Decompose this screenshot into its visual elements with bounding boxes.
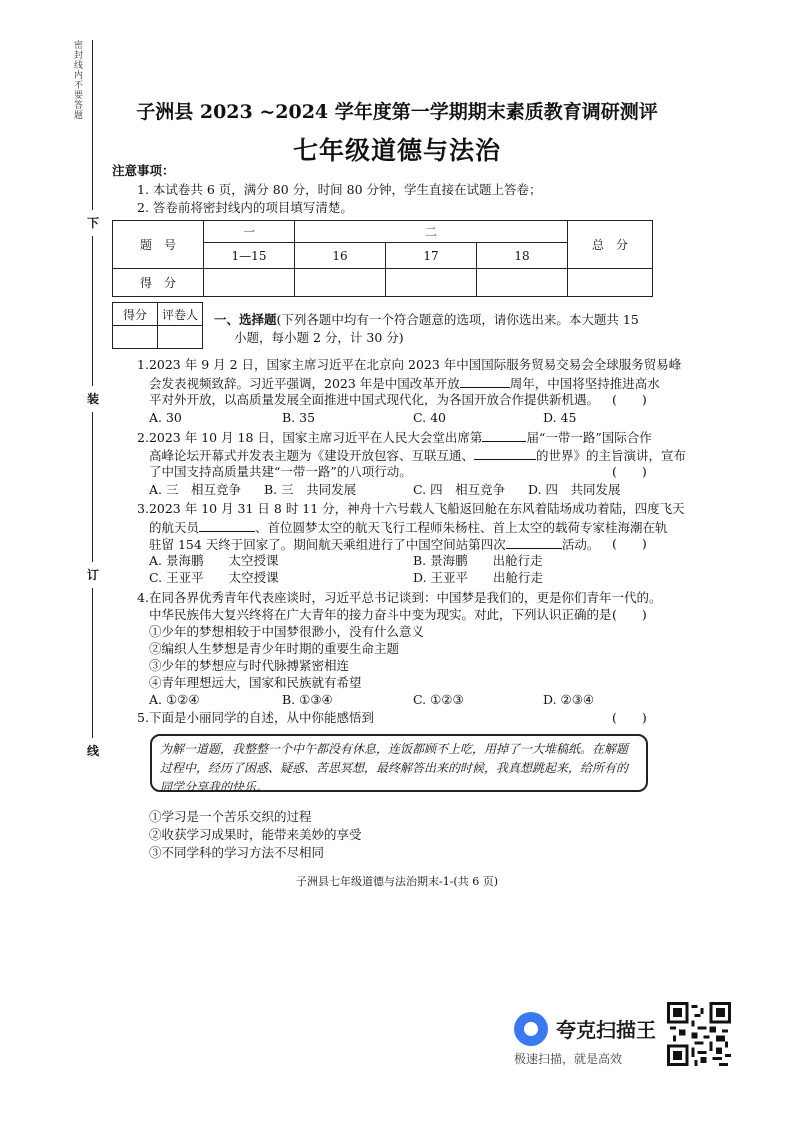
answer-blank[interactable]	[199, 518, 255, 532]
question-number: 4.	[137, 590, 149, 605]
question-text: 驻留 154 天终于回家了。期间航天乘组进行了中国空间站第四次	[149, 537, 506, 552]
question-1-line	[149, 374, 660, 392]
question-4-line: 中华民族伟大复兴终将在广大青年的接力奋斗中变为现实。对此，下列认识正确的是	[149, 607, 612, 622]
section-one-intro: (下列各题中均有一个符合题意的选项，请你选出来。本大题共 15	[276, 312, 639, 327]
brand-slogan: 极速扫描，就是高效	[514, 1052, 623, 1066]
question-text: 的世界》的主旨演讲，宣布	[536, 448, 687, 463]
exam-title: 子洲县 2023 ~2024 学年度第一学期期末素质教育调研测评	[136, 101, 658, 123]
grader-score-cell[interactable]	[113, 326, 158, 349]
option-c[interactable]: C. 王亚平 太空授课	[149, 570, 279, 585]
grader-box	[112, 302, 203, 349]
score-cell[interactable]	[568, 269, 653, 297]
option-b[interactable]: B. ①③④	[282, 692, 333, 707]
question-text: 高峰论坛开幕式并发表主题为《建设开放包容、互联互通、	[149, 448, 475, 463]
total-label: 总 分	[568, 221, 653, 269]
question-text: 2023 年 10 月 31 日 8 时 11 分，神舟十六号载人飞船返回舱在东风着陆场成功着陆，四度飞天	[148, 501, 685, 516]
part-one-header: 一	[204, 221, 295, 243]
question-1-line	[137, 356, 681, 373]
binding-line	[92, 236, 93, 386]
question-text: 周年，中国将坚持推进高水	[509, 376, 660, 391]
answer-parenthesis[interactable]: ( )	[612, 464, 647, 479]
question-text: 2023 年 10 月 18 日，国家主席习近平在人民大会堂出席第	[148, 430, 483, 445]
question-text: 、首位圆梦太空的航天飞行工程师朱杨柱、首上太空的载荷专家桂海潮在轨	[255, 520, 668, 535]
score-cell[interactable]	[477, 269, 568, 297]
question-text: 2023 年 9 月 2 日，国家主席习近平在北京向 2023 年中国国际服务贸易交易会全球服务贸易峰	[148, 357, 682, 372]
grader-reviewer-cell[interactable]	[158, 326, 203, 349]
option-d[interactable]: D. 四 共同发展	[528, 482, 621, 497]
question-number: 5.	[137, 710, 149, 725]
question-number: 2.	[137, 430, 149, 445]
question-text: 活动。	[561, 537, 600, 552]
option-c[interactable]: C. 四 相互竞争	[413, 482, 506, 497]
score-cell[interactable]	[386, 269, 477, 297]
qr-code-icon	[667, 1002, 731, 1066]
question-3-line	[137, 500, 685, 517]
grader-reviewer-label: 评卷人	[158, 303, 203, 326]
statement: ③少年的梦想应与时代脉搏紧密相连	[149, 658, 350, 673]
binding-char-xian: 线	[86, 744, 99, 758]
binding-line	[92, 40, 93, 210]
option-a[interactable]: A. 三 相互竞争	[149, 482, 241, 497]
section-one-heading	[214, 311, 639, 328]
question-3-line	[149, 518, 668, 536]
statement: ①少年的梦想相较于中国梦很渺小，没有什么意义	[149, 624, 425, 639]
option-d[interactable]: D. ②③④	[543, 692, 595, 707]
subject-title: 七年级道德与法治	[292, 136, 501, 165]
notice-heading: 注意事项：	[112, 163, 175, 178]
sub-header: 17	[386, 243, 477, 269]
score-table	[112, 220, 653, 297]
statement: ④青年理想远大，国家和民族就有希望	[149, 675, 362, 690]
question-2-line	[137, 428, 652, 446]
section-one-intro-cont: 小题，每小题 2 分，计 30 分)	[234, 330, 404, 345]
statement: ②编织人生梦想是青少年时期的重要生命主题	[149, 641, 400, 656]
statement: ②收获学习成果时，能带来美妙的享受	[149, 827, 362, 842]
option-c[interactable]: C. 40	[413, 410, 446, 425]
seal-stamp-text: 密封线内不要答题	[72, 40, 82, 120]
question-text: 会发表视频致辞。习近平强调，2023 年是中国改革开放	[149, 376, 460, 391]
option-b[interactable]: B. 景海鹏 出舱行走	[413, 553, 543, 568]
sub-header: 1—15	[204, 243, 295, 269]
question-number-label: 题 号	[113, 221, 204, 269]
binding-char-ding: 订	[86, 568, 99, 582]
answer-blank[interactable]	[506, 535, 562, 549]
question-3-line	[149, 535, 599, 553]
section-one-title: 一、选择题	[214, 312, 277, 327]
answer-parenthesis[interactable]: ( )	[612, 536, 647, 551]
option-d[interactable]: D. 王亚平 出舱行走	[413, 570, 544, 585]
option-a[interactable]: A. 30	[149, 410, 182, 425]
binding-line	[92, 588, 93, 738]
score-cell[interactable]	[204, 269, 295, 297]
answer-parenthesis[interactable]: ( )	[612, 392, 647, 407]
statement: ①学习是一个苦乐交织的过程	[149, 809, 312, 824]
scanner-logo-icon	[514, 1012, 548, 1046]
binding-char-zhuang: 装	[86, 392, 99, 406]
brand-name: 夸克扫描王	[556, 1018, 656, 1042]
question-2-line	[149, 446, 686, 464]
question-1-line	[149, 391, 599, 408]
answer-parenthesis[interactable]: ( )	[612, 607, 647, 622]
question-4-line	[137, 589, 661, 606]
page-footer: 子洲县七年级道德与法治期末-1-(共 6 页)	[295, 875, 498, 888]
score-row-label: 得 分	[113, 269, 204, 297]
binding-char-xia: 下	[86, 216, 99, 230]
answer-parenthesis[interactable]: ( )	[612, 710, 647, 725]
sub-header: 16	[295, 243, 386, 269]
option-b[interactable]: B. 三 共同发展	[264, 482, 357, 497]
notice-item: 1. 本试卷共 6 页，满分 80 分，时间 80 分钟，学生直接在试题上答卷；	[137, 182, 542, 197]
question-text: 平对外开放，以高质量发展全面推进中国式现代化，为各国开放合作提供新机遇。	[149, 392, 600, 407]
question-text: 届“一带一路”国际合作	[526, 430, 652, 445]
question-text: 的航天员	[149, 520, 200, 535]
option-d[interactable]: D. 45	[543, 410, 577, 425]
score-cell[interactable]	[295, 269, 386, 297]
question-2-line: 了中国支持高质量共建“一带一路”的八项行动。	[149, 464, 412, 479]
question-text: 下面是小丽同学的自述，从中你能感悟到	[148, 710, 374, 725]
question-5-line	[137, 709, 374, 726]
question-text: 在同各界优秀青年代表座谈时，习近平总书记谈到：中国梦是我们的，更是你们青年一代的。	[148, 590, 662, 605]
option-a[interactable]: A. 景海鹏 太空授课	[149, 553, 279, 568]
student-quote-box: 为解一道题，我整整一个中午都没有休息，连饭都顾不上吃，用掉了一大堆稿纸。在解题过程中，经历了困惑、疑惑、苦思冥想，最终解答出来的时候，我真想跳起来，给所有的同学分享我的快乐。	[150, 734, 648, 792]
option-c[interactable]: C. ①②③	[413, 692, 464, 707]
question-number: 1.	[137, 357, 149, 372]
option-a[interactable]: A. ①②④	[149, 692, 200, 707]
answer-blank[interactable]	[482, 428, 526, 442]
sub-header: 18	[477, 243, 568, 269]
option-b[interactable]: B. 35	[282, 410, 316, 425]
part-two-header: 二	[295, 221, 568, 243]
grader-score-label: 得分	[113, 303, 158, 326]
answer-blank[interactable]	[460, 374, 510, 388]
question-number: 3.	[137, 501, 149, 516]
binding-line	[92, 412, 93, 562]
answer-blank[interactable]	[474, 446, 536, 460]
notice-item: 2. 答卷前将密封线内的项目填写清楚。	[137, 200, 353, 215]
statement: ③不同学科的学习方法不尽相同	[149, 845, 325, 860]
